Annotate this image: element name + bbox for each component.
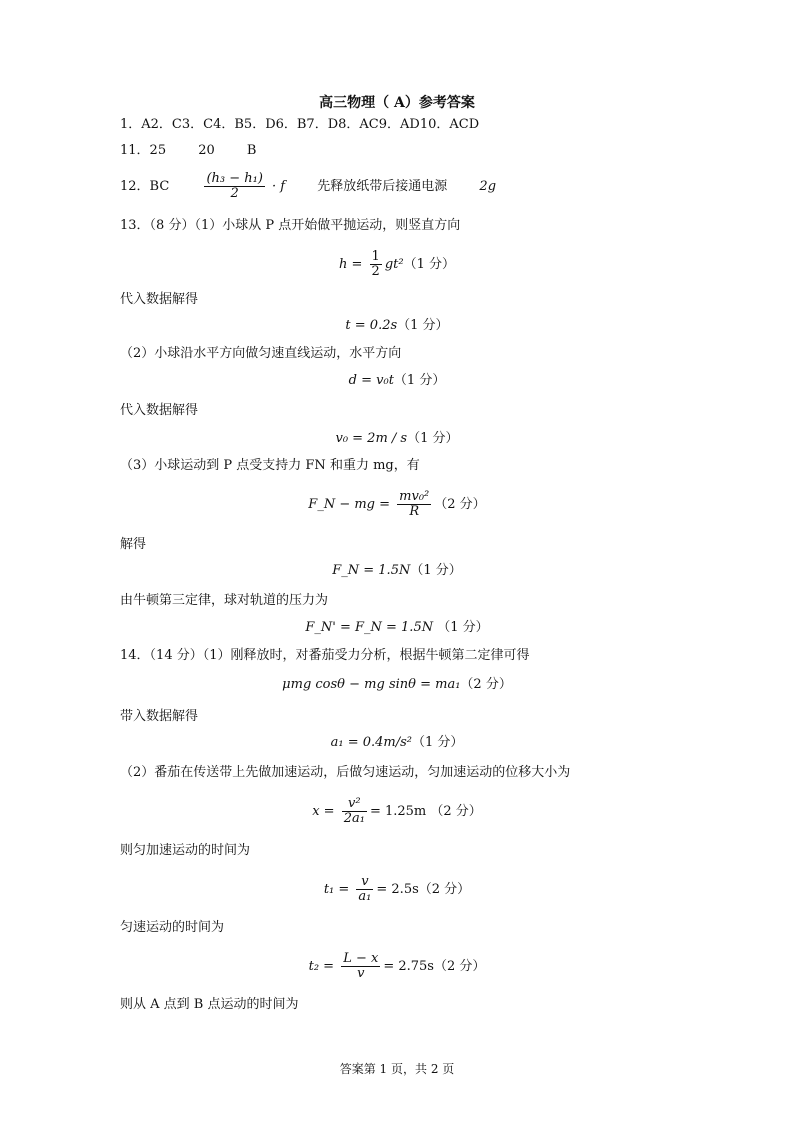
q13-part3: （3）小球运动到 P 点受支持力 FN 和重力 mg，有 bbox=[120, 458, 420, 473]
q13-eq1-score: （1 分） bbox=[403, 257, 455, 272]
mc-answers: 1．A2．C3．C4．B5．D6．B7．D8．AC9．AD10．ACD bbox=[120, 117, 480, 132]
q13-eq1 bbox=[0, 250, 794, 279]
q12-label: 12．BC bbox=[120, 179, 170, 194]
q14-eq5-score: （2 分） bbox=[433, 959, 486, 974]
q13-eq7-body: F_N' = F_N = 1.5N bbox=[305, 620, 434, 635]
q13-eq3-score: （1 分） bbox=[393, 373, 446, 388]
q13-eq7 bbox=[0, 620, 794, 636]
q14-eq3-rhs: = 1.25m bbox=[369, 804, 427, 819]
q13-eq5-num: mv₀² bbox=[399, 489, 430, 504]
q13-eq4-score: （1 分） bbox=[407, 431, 459, 446]
q13-part2: （2）小球沿水平方向做匀速直线运动，水平方向 bbox=[120, 346, 402, 361]
q14-eq4-num: v bbox=[356, 875, 373, 890]
q13-eq2-body: t = 0.2s bbox=[345, 318, 398, 333]
page-title: 高三物理（ A）参考答案 bbox=[319, 95, 475, 111]
q12-fraction bbox=[204, 172, 264, 201]
q13-eq5-score: （2 分） bbox=[434, 497, 486, 512]
page-footer: 答案第 1 页，共 2 页 bbox=[339, 1062, 455, 1076]
q13-eq5-den: R bbox=[409, 504, 420, 519]
q14-eq3-num: v² bbox=[342, 797, 367, 812]
q12-answer bbox=[120, 172, 496, 201]
q14-eq4-score: （2 分） bbox=[418, 882, 471, 897]
q13-sub2: 代入数据解得 bbox=[120, 403, 199, 418]
q12-step: 先释放纸带后接通电源 bbox=[317, 179, 448, 194]
q13-eq6-body: F_N = 1.5N bbox=[332, 563, 411, 578]
q14-eq2-body: a₁ = 0.4m/s² bbox=[330, 735, 412, 750]
q14-eq2-score: （1 分） bbox=[411, 735, 464, 750]
q14-eq5 bbox=[0, 952, 794, 981]
q14-eq4 bbox=[0, 875, 794, 904]
q14-eq5-num: L − x bbox=[343, 951, 379, 966]
q13-eq4-body: v₀ = 2m / s bbox=[335, 431, 408, 446]
q14-sub4: 则从 A 点到 B 点运动的时间为 bbox=[120, 997, 299, 1012]
q14-eq4-lhs: t₁ = bbox=[323, 882, 350, 897]
q13-eq7-score: （1 分） bbox=[437, 620, 489, 635]
q13-eq3-body: d = v₀t bbox=[348, 373, 394, 388]
q14-eq4-den: a₁ bbox=[358, 889, 372, 904]
q14-eq4-fraction bbox=[356, 875, 373, 904]
q14-eq5-den: v bbox=[357, 966, 365, 981]
q11-label: 11．25 bbox=[120, 143, 167, 158]
q13-intro: 13．（8 分）（1）小球从 P 点开始做平抛运动，则竖直方向 bbox=[120, 218, 461, 233]
q13-newton: 由牛顿第三定律，球对轨道的压力为 bbox=[120, 593, 329, 608]
q13-sub1: 代入数据解得 bbox=[120, 292, 199, 307]
q13-eq6-score: （1 分） bbox=[410, 563, 462, 578]
q13-eq3 bbox=[0, 373, 794, 389]
q14-eq4-rhs: = 2.5s bbox=[376, 882, 419, 897]
q12-frac-num: (h₃ − h₁) bbox=[206, 171, 263, 186]
q13-eq2 bbox=[0, 318, 794, 334]
q14-eq3-score: （2 分） bbox=[430, 804, 482, 819]
q11-answer-2: 20 bbox=[198, 143, 215, 158]
q11-answer bbox=[120, 143, 256, 159]
q14-eq5-lhs: t₂ = bbox=[308, 959, 335, 974]
q14-intro: 14．（14 分）（1）刚释放时，对番茄受力分析，根据牛顿第二定律可得 bbox=[120, 648, 530, 663]
q13-eq1-fraction bbox=[370, 250, 382, 279]
q14-sub2: 则匀加速运动的时间为 bbox=[120, 843, 251, 858]
q14-eq5-rhs: = 2.75s bbox=[383, 959, 434, 974]
q14-sub1: 带入数据解得 bbox=[120, 709, 199, 724]
q13-eq1-rhs: gt² bbox=[384, 257, 404, 272]
q13-eq1-lhs: h = bbox=[339, 257, 363, 272]
q13-eq4 bbox=[0, 431, 794, 447]
q14-eq1-score: （2 分） bbox=[460, 677, 512, 692]
q13-eq6 bbox=[0, 563, 794, 579]
q14-eq3 bbox=[0, 797, 794, 826]
q14-eq1-body: μmg cosθ − mg sinθ = ma₁ bbox=[282, 677, 461, 692]
q13-sub3: 解得 bbox=[120, 537, 147, 552]
q13-eq1-den: 2 bbox=[371, 264, 380, 279]
q14-eq3-den: 2a₁ bbox=[343, 811, 365, 826]
q12-frac-tail: · f bbox=[272, 179, 286, 194]
q14-eq1 bbox=[0, 677, 794, 693]
q13-eq2-score: （1 分） bbox=[397, 318, 449, 333]
q14-eq3-fraction bbox=[342, 797, 367, 826]
q11-answer-3: B bbox=[246, 143, 257, 158]
q14-eq3-lhs: x = bbox=[312, 804, 335, 819]
q14-eq2 bbox=[0, 735, 794, 751]
q13-eq5 bbox=[0, 490, 794, 519]
q13-eq5-fraction bbox=[397, 490, 431, 519]
q12-g: 2g bbox=[479, 179, 497, 194]
q13-eq5-lhs: F_N − mg = bbox=[308, 497, 391, 512]
q13-eq1-num: 1 bbox=[371, 249, 380, 264]
q12-frac-den: 2 bbox=[230, 186, 239, 201]
q14-part2: （2）番茄在传送带上先做加速运动，后做匀速运动，匀加速运动的位移大小为 bbox=[120, 765, 571, 780]
q14-sub3: 匀速运动的时间为 bbox=[120, 920, 225, 935]
q14-eq5-fraction bbox=[341, 952, 380, 981]
